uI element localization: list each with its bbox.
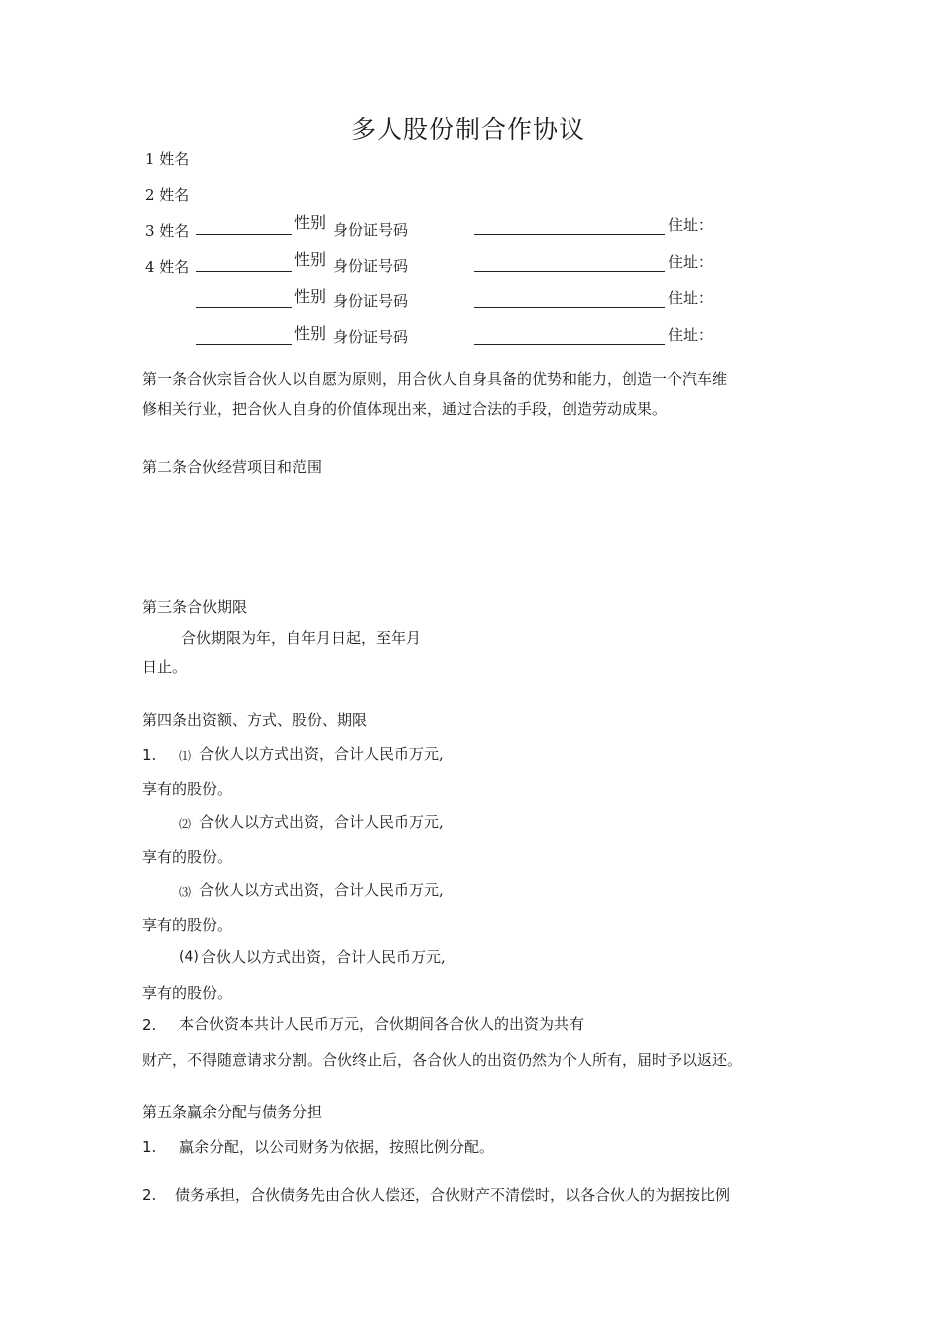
partner-6-address-label: 住址： [668,326,714,344]
partner-5-address-label: 住址： [668,289,714,307]
partner-3-name-line [196,234,292,235]
article-4-sub-2-number: ⑵ [179,817,192,831]
article-3-line-1: 合伙期限为年，自年月日起，至年月 [181,629,422,647]
article-5-item-2-text: 债务承担，合伙债务先由合伙人偿还，合伙财产不清偿时，以各合伙人的为据按比例 [175,1186,731,1204]
partner-6-id-label: 身份证号码 [333,328,409,346]
partner-3-gender-label: 性别 [294,213,327,232]
partner-4-gender-label: 性别 [294,250,327,269]
partner-1-label: 1 姓名 [145,150,190,168]
partner-4-label: 4 姓名 [145,258,190,276]
partner-3-id-label: 身份证号码 [333,221,409,239]
document-title: 多人股份制合作协议 [351,115,586,144]
article-4-sub-4-number: (4) [179,949,199,965]
article-5-item-2-number: 2. [142,1186,157,1204]
article-2-heading: 第二条合伙经营项目和范围 [142,458,323,476]
partner-2-label: 2 姓名 [145,186,190,204]
article-5-heading: 第五条赢余分配与债务分担 [142,1103,323,1121]
partner-4-id-label: 身份证号码 [333,257,409,275]
partner-4-name-line [196,271,292,272]
partner-6-id-line [474,344,665,345]
article-5-item-1-text: 赢余分配，以公司财务为依据，按照比例分配。 [179,1138,495,1156]
article-3-heading: 第三条合伙期限 [142,598,248,616]
article-4-sub-3-cont: 享有的股份。 [142,916,233,934]
partner-3-id-line [474,234,665,235]
partner-3-label: 3 姓名 [145,222,190,240]
article-4-sub-4-cont: 享有的股份。 [142,984,233,1002]
partner-5-id-label: 身份证号码 [333,292,409,310]
article-4-sub-2-text: 合伙人以方式出资，合计人民币万元, [199,813,444,831]
article-1-line-1: 第一条合伙宗旨合伙人以自愿为原则，用合伙人自身具备的优势和能力，创造一个汽车维 [142,370,728,388]
article-4-sub-1-number: ⑴ [179,749,192,763]
partner-5-gender-label: 性别 [294,287,327,306]
partner-5-name-line [196,307,292,308]
partner-6-name-line [196,344,292,345]
article-4-item-1-number: 1. [142,746,157,764]
article-3-line-2: 日止。 [142,658,188,676]
article-4-heading: 第四条出资额、方式、股份、期限 [142,711,368,729]
article-4-sub-3-number: ⑶ [179,885,192,899]
article-4-sub-2-cont: 享有的股份。 [142,848,233,866]
article-4-sub-1-text: 合伙人以方式出资，合计人民币万元, [199,745,444,763]
article-4-sub-1-cont: 享有的股份。 [142,780,233,798]
partner-3-address-label: 住址： [668,216,714,234]
partner-4-address-label: 住址： [668,253,714,271]
article-4-item-2-line-2: 财产，不得随意请求分割。合伙终止后，各合伙人的出资仍然为个人所有，届时予以返还。 [142,1051,743,1069]
article-4-sub-3-text: 合伙人以方式出资，合计人民币万元, [199,881,444,899]
article-1-line-2: 修相关行业，把合伙人自身的价值体现出来，通过合法的手段，创造劳动成果。 [142,400,668,418]
article-5-item-1-number: 1. [142,1138,157,1156]
partner-6-gender-label: 性别 [294,324,327,343]
article-4-item-2-line-1: 本合伙资本共计人民币万元，合伙期间各合伙人的出资为共有 [179,1015,585,1033]
article-4-item-2-number: 2. [142,1016,157,1034]
partner-5-id-line [474,307,665,308]
partner-4-id-line [474,271,665,272]
article-4-sub-4-text: 合伙人以方式出资，合计人民币万元, [201,948,446,966]
